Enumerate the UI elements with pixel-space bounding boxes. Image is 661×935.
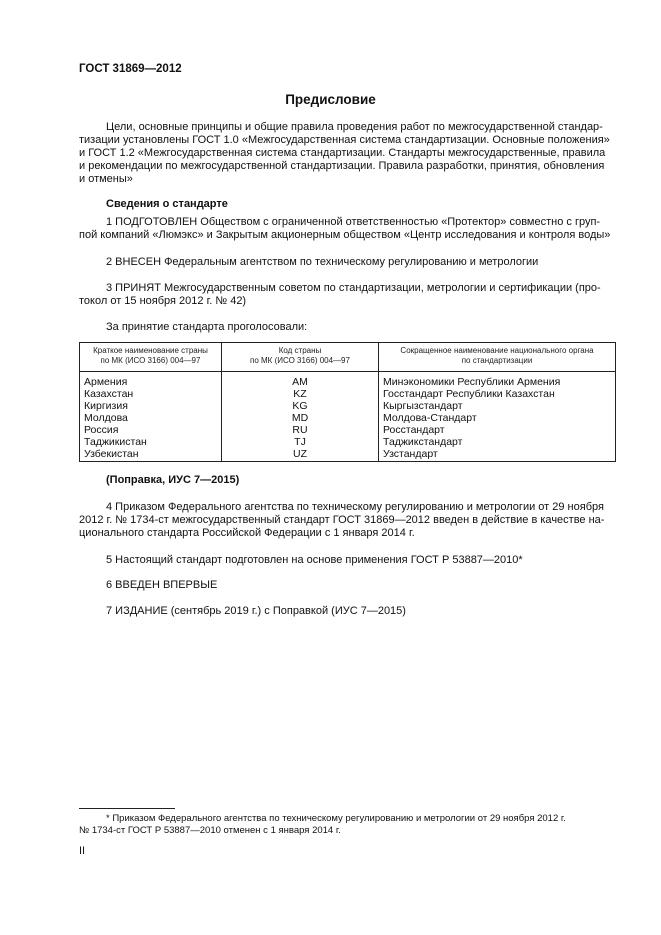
text-line: и ГОСТ 1.2 «Межгосударственная система стандартизации. Стандарты межгосударственные, правила xyxy=(79,147,606,159)
header-line: по МК (ИСО 3166) 004—97 xyxy=(100,356,201,365)
text-line: 4 Приказом Федерального агентства по техническому регулированию и метрологии от 29 ноября xyxy=(106,501,604,513)
organ-cell: Росстандарт xyxy=(379,424,616,436)
table-row xyxy=(80,424,616,436)
code-cell: KG xyxy=(222,400,379,412)
table-row xyxy=(80,372,616,389)
text-line: 2012 г. № 1734-ст межгосударственный стандарт ГОСТ 31869—2012 введен в действие в качестве на- xyxy=(79,514,605,526)
item-6: 6 ВВЕДЕН ВПЕРВЫЕ xyxy=(106,579,218,591)
text-line: тизации установлены ГОСТ 1.0 «Межгосударственная система стандартизации. Основные положения» xyxy=(79,134,610,146)
organ-cell: Минэкономики Республики Армения xyxy=(379,372,616,389)
table-header-row xyxy=(80,343,616,372)
table-row xyxy=(80,400,616,412)
amendment-note: (Поправка, ИУС 7—2015) xyxy=(106,474,240,486)
header-line: Сокращенное наименование национального органа xyxy=(400,346,594,355)
organ-cell: Кыргызстандарт xyxy=(379,400,616,412)
organ-cell: Молдова-Стандарт xyxy=(379,412,616,424)
text-line: пой компаний «Люмэкс» и Закрытым акционерным обществом «Центр исследования и контроля воды» xyxy=(79,229,611,241)
vote-intro: За принятие стандарта проголосовали: xyxy=(106,321,308,333)
country-cell: Казахстан xyxy=(80,388,222,400)
header-line: Краткое наименование страны xyxy=(93,346,208,355)
organ-cell: Узстандарт xyxy=(379,448,616,462)
text-line: 1 ПОДГОТОВЛЕН Обществом с ограниченной ответственностью «Протектор» совместно с груп- xyxy=(106,216,601,228)
country-cell: Узбекистан xyxy=(80,448,222,462)
text-line: и отмены» xyxy=(79,173,133,185)
voting-table xyxy=(79,342,616,462)
text-line: ционального стандарта Российской Федерации с 1 января 2014 г. xyxy=(79,527,415,539)
footnote-divider xyxy=(79,808,175,809)
header-line: по МК (ИСО 3166) 004—97 xyxy=(250,356,350,365)
country-cell: Армения xyxy=(80,372,222,389)
organ-cell: Госстандарт Республики Казахстан xyxy=(379,388,616,400)
organ-cell: Таджикстандарт xyxy=(379,436,616,448)
text-line: 3 ПРИНЯТ Межгосударственным советом по стандартизации, метрологии и сертификации (про- xyxy=(106,282,601,294)
text-line: и рекомендации по межгосударственной стандартизации. Правила разработки, принятия, обновления xyxy=(79,160,605,172)
code-cell: UZ xyxy=(222,448,379,462)
page-number: II xyxy=(79,845,86,857)
country-cell: Молдова xyxy=(80,412,222,424)
country-cell: Таджикистан xyxy=(80,436,222,448)
footnote-line: * Приказом Федерального агентства по техническому регулированию и метрологии от 29 ноября 2012 г. xyxy=(106,813,566,824)
code-cell: RU xyxy=(222,424,379,436)
table-row xyxy=(80,448,616,462)
header-line: Код страны xyxy=(278,346,322,355)
code-cell: TJ xyxy=(222,436,379,448)
footnote-line: № 1734-ст ГОСТ Р 53887—2010 отменен с 1 января 2014 г. xyxy=(79,825,341,836)
item-7: 7 ИЗДАНИЕ (сентябрь 2019 г.) с Поправкой (ИУС 7—2015) xyxy=(106,605,406,617)
country-cell: Киргизия xyxy=(80,400,222,412)
item-2: 2 ВНЕСЕН Федеральным агентством по техническому регулированию и метрологии xyxy=(106,256,539,268)
header-line: по стандартизации xyxy=(461,356,533,365)
text-line: Цели, основные принципы и общие правила проведения работ по межгосударственной стандар- xyxy=(106,121,603,133)
column-header-code xyxy=(222,343,379,372)
text-line: токол от 15 ноября 2012 г. № 42) xyxy=(79,295,247,307)
page-title: Предисловие xyxy=(285,92,376,107)
section-heading: Сведения о стандарте xyxy=(106,198,228,210)
country-cell: Россия xyxy=(80,424,222,436)
item-5: 5 Настоящий стандарт подготовлен на основе применения ГОСТ Р 53887—2010* xyxy=(106,554,523,566)
column-header-country xyxy=(80,343,222,372)
code-cell: MD xyxy=(222,412,379,424)
table-row xyxy=(80,412,616,424)
code-cell: KZ xyxy=(222,388,379,400)
standard-code: ГОСТ 31869—2012 xyxy=(79,63,182,75)
table-row xyxy=(80,388,616,400)
code-cell: AM xyxy=(222,372,379,389)
column-header-organ xyxy=(379,343,616,372)
table-row xyxy=(80,436,616,448)
